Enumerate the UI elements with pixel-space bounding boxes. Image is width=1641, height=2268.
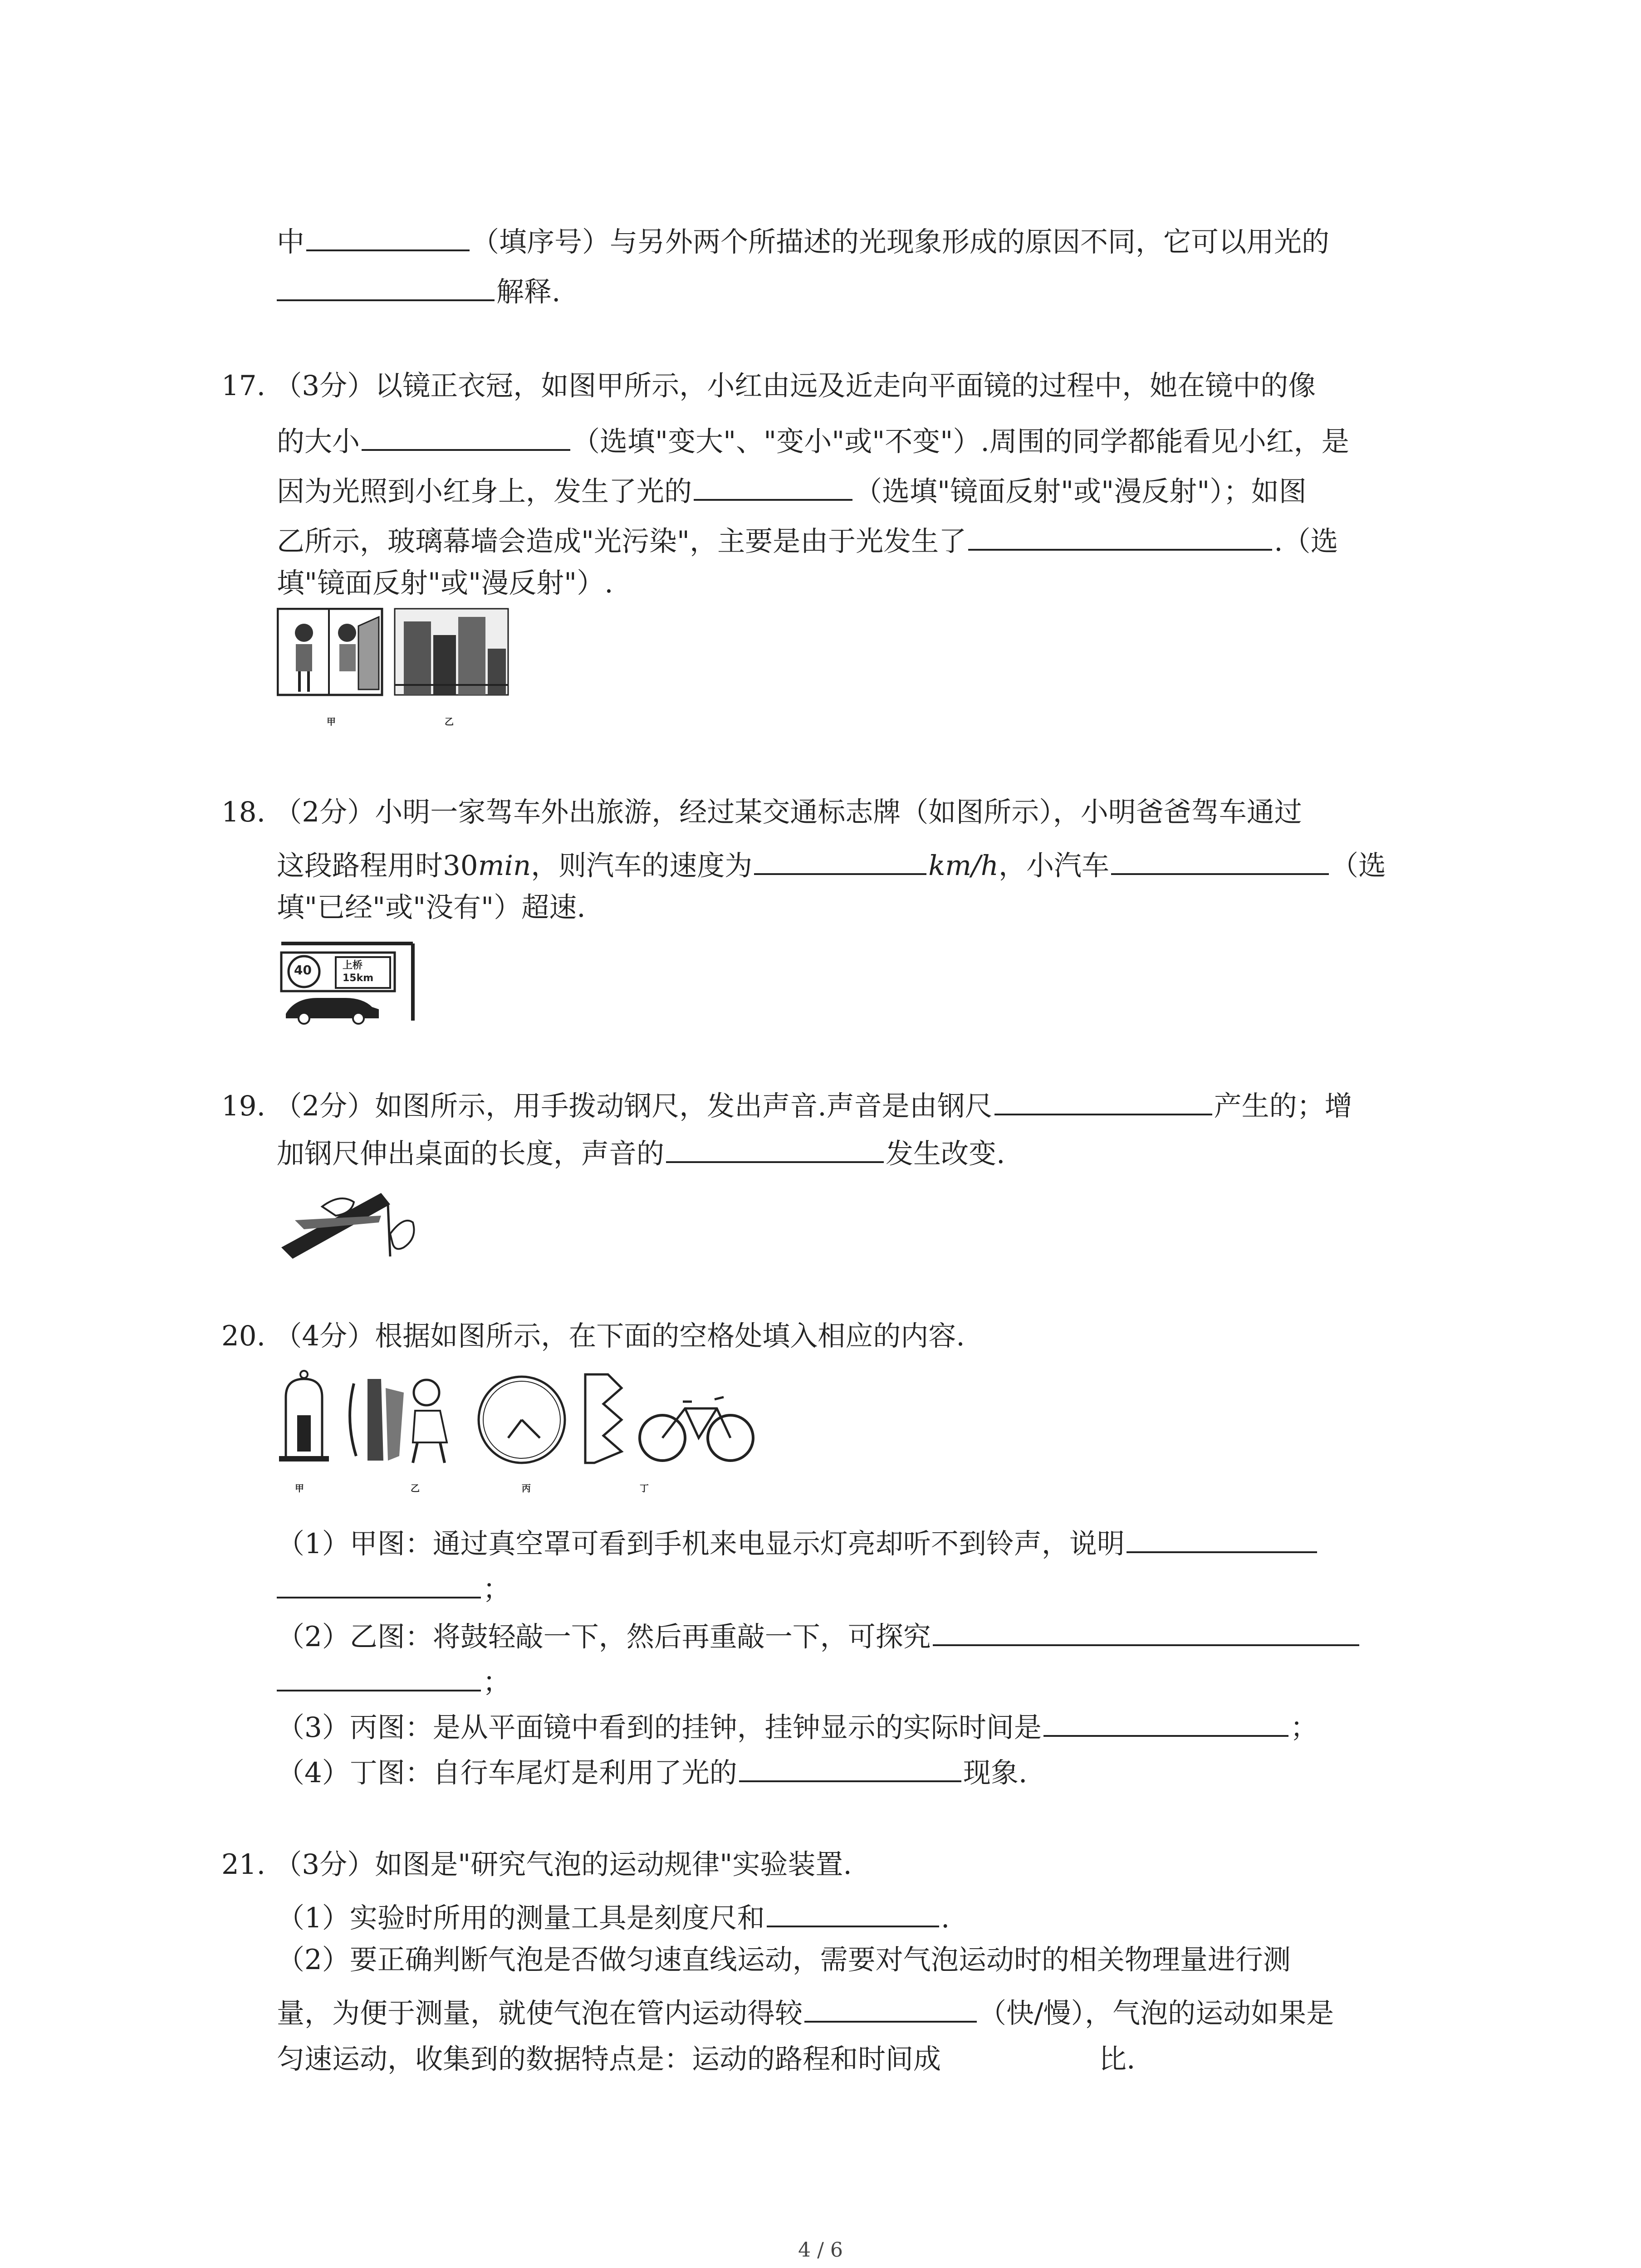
sign-distance-label: 15km	[343, 973, 374, 984]
speed-limit-label: 40	[294, 963, 312, 978]
sign-place-label: 上桥	[343, 960, 363, 971]
question-20-part-4: （4）丁图：自行车尾灯是利用了光的 现象.	[277, 1753, 1027, 1787]
question-21-part-2: 量，为便于测量，就使气泡在管内运动得较 （快/慢），气泡的运动如果是	[277, 1994, 1334, 2027]
answer-blank[interactable]	[1111, 846, 1329, 875]
question-17-line: 填"镜面反射"或"漫反射"）.	[277, 567, 613, 599]
question-18-line: 这段路程用时30min，则汽车的速度为 km/h，小汽车 （选	[277, 846, 1386, 880]
question-20-line: 20. （4分）根据如图所示，在下面的空格处填入相应的内容.	[221, 1320, 965, 1352]
answer-blank[interactable]	[362, 422, 570, 451]
question-17-line: 因为光照到小红身上，发生了光的 （选填"镜面反射"或"漫反射"）；如图	[277, 472, 1307, 505]
answer-blank[interactable]	[277, 272, 495, 301]
figure-caption: 丙	[522, 1483, 531, 1494]
ruler-figure	[277, 1179, 431, 1261]
answer-blank[interactable]	[754, 846, 926, 875]
question-19-line: 加钢尺伸出桌面的长度，声音的 发生改变.	[277, 1134, 1005, 1168]
text: （填序号）与另外两个所描述的光现象形成的原因不同，它可以用光的	[471, 226, 1330, 258]
answer-blank[interactable]	[804, 1994, 977, 2023]
answer-blank[interactable]	[943, 2041, 1097, 2068]
question-21-line: 21. （3分）如图是"研究气泡的运动规律"实验装置.	[221, 1848, 852, 1881]
question-21-part-2: 匀速运动，收集到的数据特点是：运动的路程和时间成 比.	[277, 2041, 1135, 2073]
text: 中	[277, 226, 305, 258]
figure-caption: 丁	[640, 1483, 649, 1494]
question-18-line: 18. （2分）小明一家驾车外出旅游，经过某交通标志牌（如图所示），小明爸爸驾车通过	[221, 796, 1302, 828]
answer-blank[interactable]	[968, 522, 1272, 551]
text: 解释.	[496, 276, 561, 308]
answer-blank[interactable]	[1127, 1524, 1317, 1553]
answer-blank[interactable]	[277, 1569, 481, 1598]
figure-caption: 乙	[411, 1483, 420, 1494]
question-18-line: 填"已经"或"没有"）超速.	[277, 891, 586, 924]
answer-blank[interactable]	[767, 1898, 939, 1927]
answer-blank[interactable]	[739, 1753, 961, 1782]
question-20-part-1: ；	[277, 1569, 510, 1603]
answer-blank[interactable]	[933, 1617, 1359, 1646]
question-20-part-1: （1）甲图：通过真空罩可看到手机来电显示灯亮却听不到铃声，说明	[277, 1524, 1319, 1558]
question-21-part-1: （1）实验时所用的测量工具是刻度尺和 .	[277, 1898, 950, 1932]
mirror-figure	[277, 608, 513, 708]
question-17-line: 的大小 （选填"变大"、"变小"或"不变"）.周围的同学都能看见小红，是	[277, 422, 1349, 455]
question-17-line: 17. （3分）以镜正衣冠，如图甲所示，小红由远及近走向平面镜的过程中，她在镜中的像	[221, 370, 1316, 402]
question-17-line: 乙所示，玻璃幕墙会造成"光污染"，主要是由于光发生了 .（选	[277, 522, 1338, 555]
answer-blank[interactable]	[694, 472, 852, 501]
answer-blank[interactable]	[994, 1086, 1212, 1115]
question-20-part-2: ；	[277, 1662, 510, 1696]
figure-caption: 乙	[445, 716, 454, 727]
text-line	[277, 222, 1329, 256]
page-number: 4 / 6	[798, 2239, 843, 2262]
answer-blank[interactable]	[277, 1662, 481, 1691]
four-panel-figure	[277, 1365, 762, 1474]
figure-caption: 甲	[295, 1483, 304, 1494]
answer-blank[interactable]	[666, 1134, 884, 1163]
question-20-part-3: （3）丙图：是从平面镜中看到的挂钟，挂钟显示的实际时间是 ；	[277, 1708, 1318, 1741]
figure-caption: 甲	[327, 716, 336, 727]
question-20-part-2: （2）乙图：将鼓轻敲一下，然后再重敲一下，可探究	[277, 1617, 1361, 1651]
answer-blank[interactable]	[1043, 1708, 1288, 1737]
answer-blank[interactable]	[306, 222, 470, 251]
text-line	[277, 272, 560, 306]
question-19-line: 19. （2分）如图所示，用手拨动钢尺，发出声音.声音是由钢尺 产生的；增	[221, 1086, 1352, 1120]
question-21-part-2: （2）要正确判断气泡是否做匀速直线运动，需要对气泡运动时的相关物理量进行测	[277, 1944, 1291, 1976]
